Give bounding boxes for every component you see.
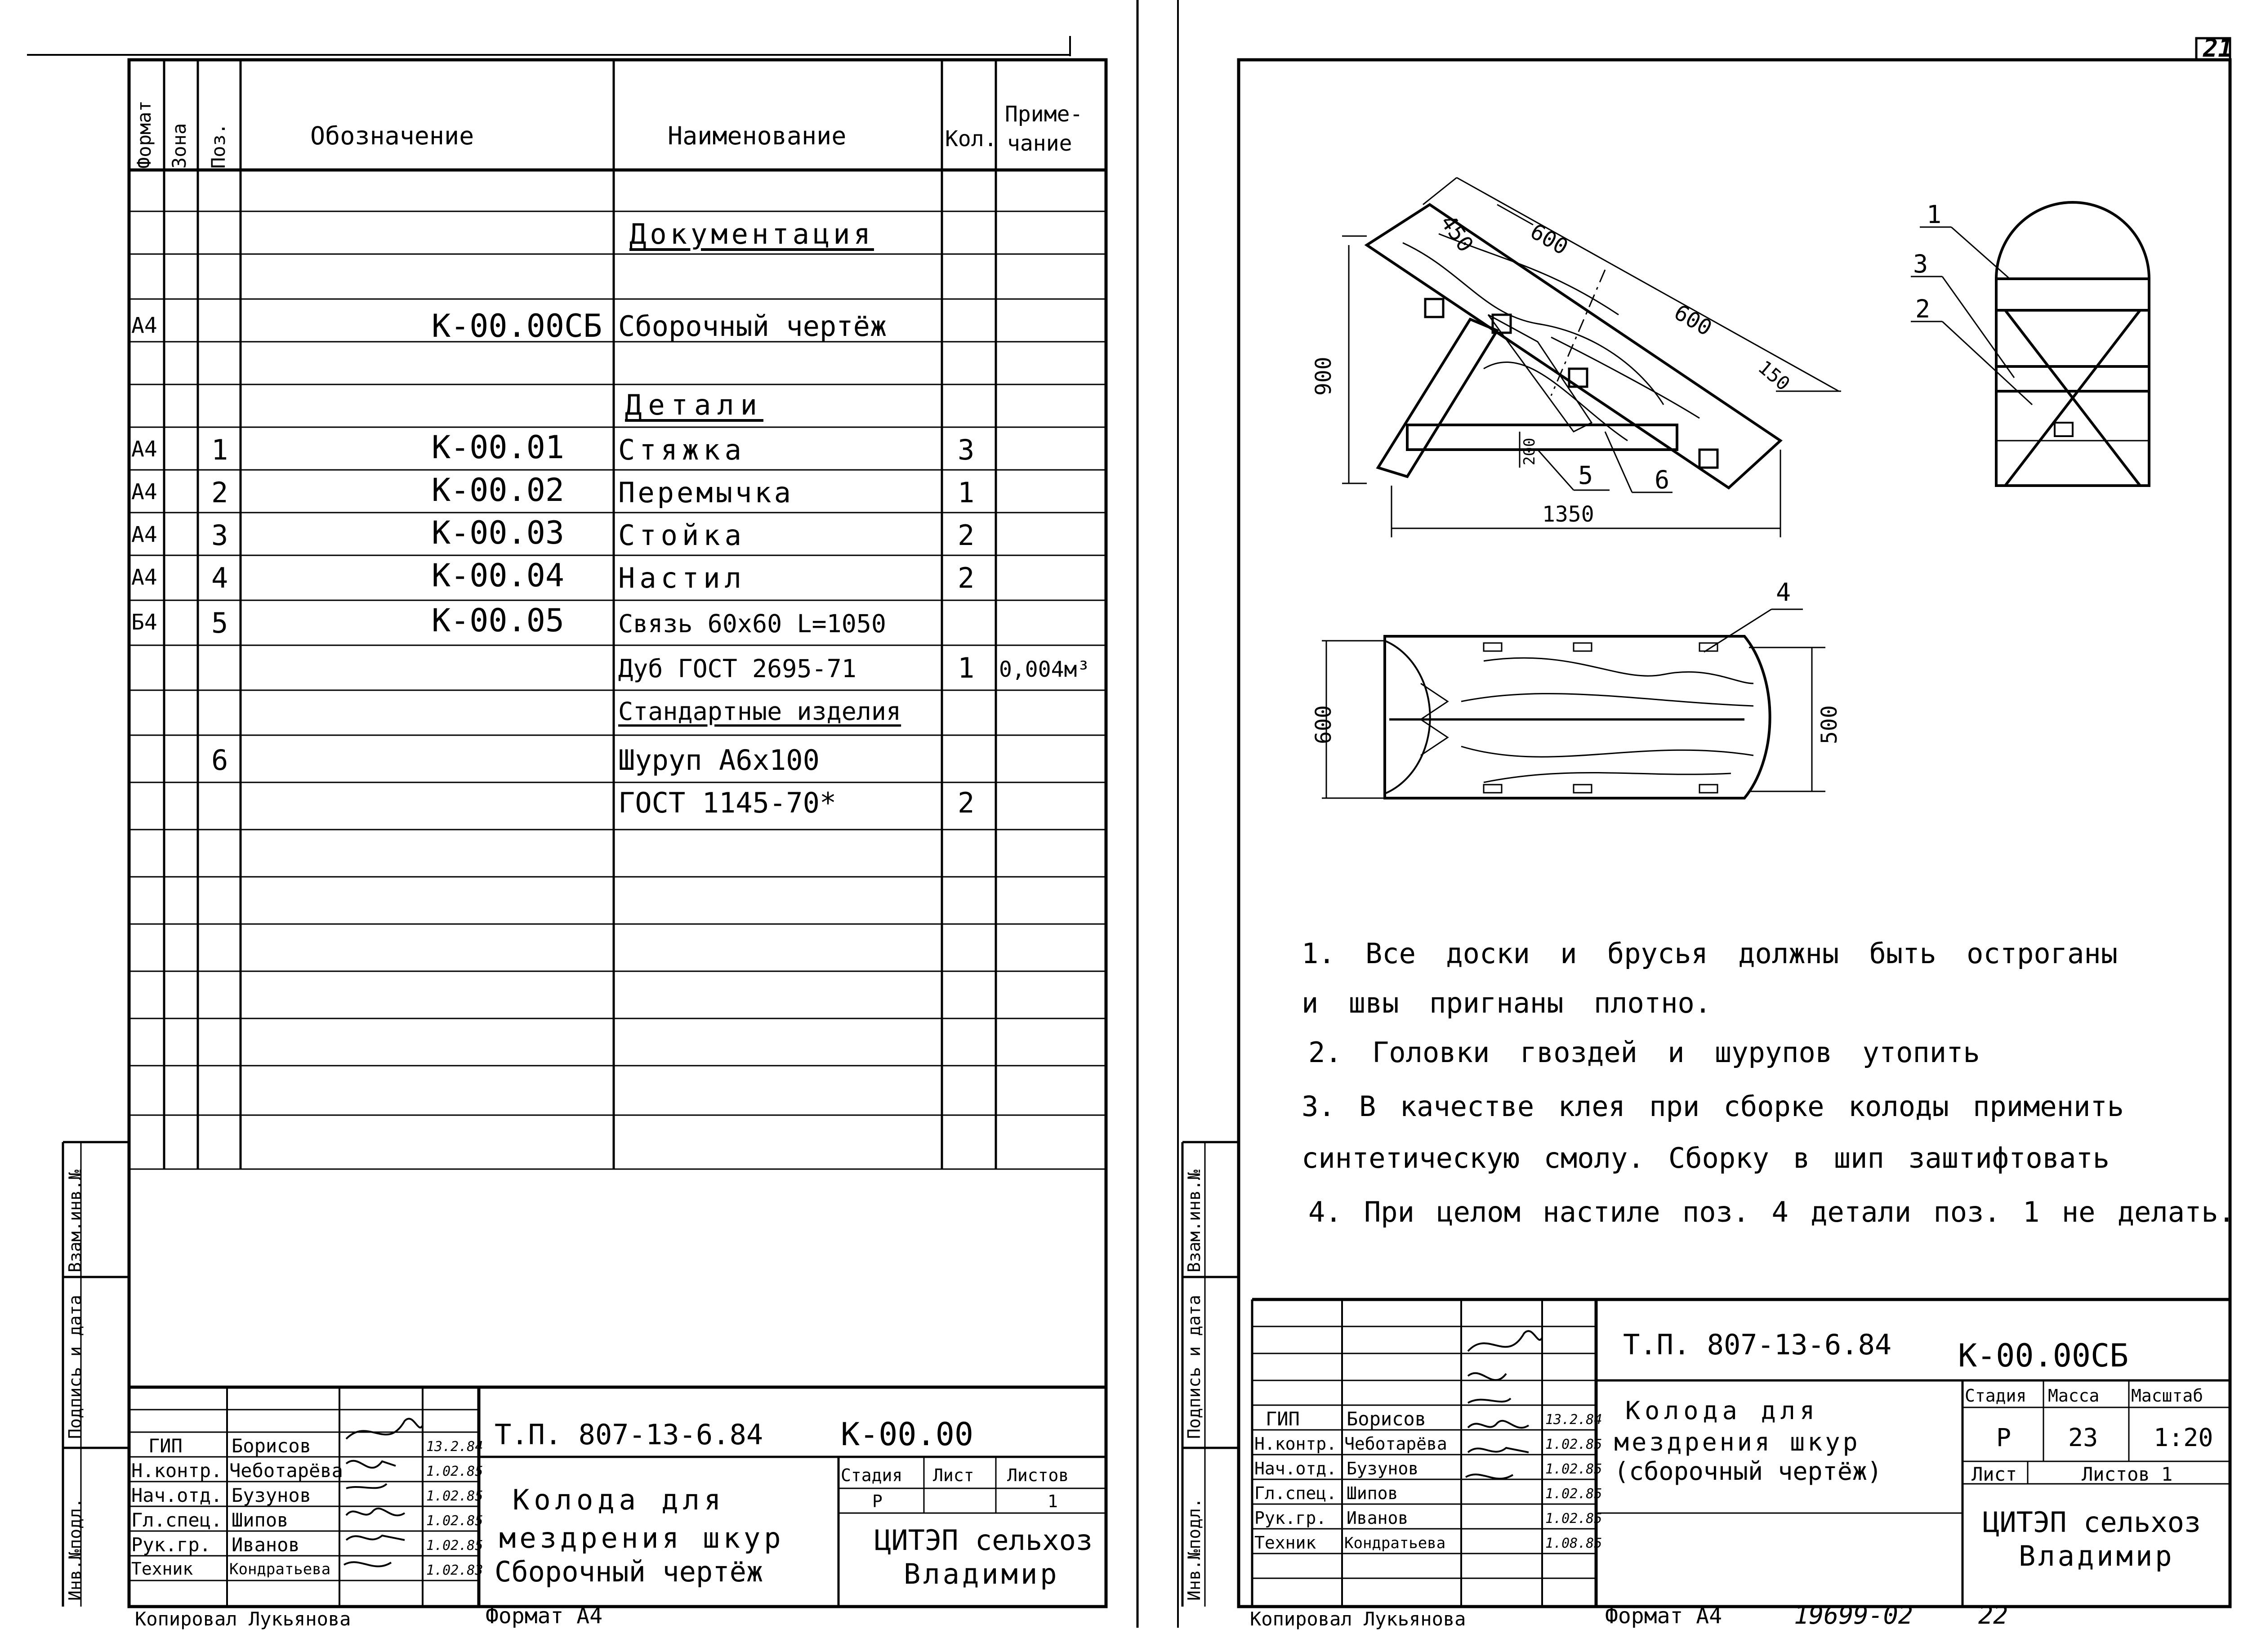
stamp-role: Техник <box>1254 1533 1316 1553</box>
stamp-date: 1.02.85 <box>426 1538 483 1554</box>
stamp-sheet-label: Лист <box>1971 1463 2017 1485</box>
note-line: 3. В качестве клея при сборке колоды применить <box>1302 1090 2124 1123</box>
row-designation: К-00.03 <box>432 514 565 551</box>
dim-450: 450 <box>1435 210 1479 257</box>
row-qty: 2 <box>958 519 975 552</box>
stamp-person: Бузунов <box>232 1484 312 1506</box>
row-qty: 3 <box>958 433 975 466</box>
dim-600: 600 <box>1526 219 1573 260</box>
stamp-sheets: 1 <box>1048 1491 1058 1511</box>
stamp-person: Шипов <box>232 1509 289 1531</box>
stamp-title: Колода для <box>1625 1396 1820 1425</box>
note-line: 4. При целом настиле поз. 4 детали поз. 1 не делать. <box>1308 1196 2235 1228</box>
header-designation: Обозначение <box>310 121 474 150</box>
stamp-org: Владимир <box>2019 1540 2175 1572</box>
stamp-date: 13.2.84 <box>426 1439 483 1455</box>
row-format: А4 <box>131 479 157 505</box>
row-note: 0,004м³ <box>999 657 1090 682</box>
stamp-role: ГИП <box>1266 1408 1300 1430</box>
stamp-sheets-label: Листов <box>1007 1465 1069 1485</box>
row-designation: К-00.00СБ <box>432 308 602 344</box>
row-name: Настил <box>618 562 746 594</box>
leader-label-5: 5 <box>1578 461 1593 490</box>
stamp-person: Чеботарёва <box>1344 1434 1447 1454</box>
stamp-person: Шипов <box>1347 1483 1398 1503</box>
dim-600-width: 600 <box>1311 705 1336 744</box>
stamp-sheets-label: Листов 1 <box>2082 1463 2173 1485</box>
row-pos: 6 <box>211 744 228 777</box>
stamp-role: Нач.отд. <box>131 1484 223 1506</box>
row-pos: 1 <box>211 433 228 466</box>
format-label: Формат А4 <box>486 1603 603 1629</box>
side-label-vzam: Взам.инв.№ <box>1184 1170 1204 1272</box>
stamp-code: Т.П. 807-13-6.84 <box>495 1418 763 1451</box>
header-qty: Кол. <box>945 126 997 152</box>
stamp-role: Нач.отд. <box>1254 1459 1337 1478</box>
row-format: А4 <box>131 313 157 338</box>
copied-by: Копировал Лукьянова <box>135 1608 351 1630</box>
note-line: и швы пригнаны плотно. <box>1302 987 1712 1019</box>
stamp-title: Сборочный чертёж <box>495 1555 763 1588</box>
header-pos: Поз. <box>207 123 229 169</box>
sheet-number: 21 <box>2203 34 2233 63</box>
stamp-person: Бузунов <box>1347 1459 1419 1478</box>
archive-number: 19699-02 <box>1794 1601 1913 1630</box>
format-label: Формат А4 <box>1605 1603 1722 1629</box>
stamp-title: мездрения шкур <box>1614 1428 1860 1456</box>
note-line: 2. Головки гвоздей и шурупов утопить <box>1308 1036 1980 1069</box>
side-label-inv-podl: Инв.№подл. <box>1184 1498 1204 1601</box>
stamp-person: Кондратьева <box>1344 1534 1446 1552</box>
stamp-person: Иванов <box>1347 1508 1409 1528</box>
row-pos: 2 <box>211 476 228 509</box>
stamp-role: Гл.спец. <box>131 1509 223 1531</box>
row-designation: К-00.02 <box>432 472 565 509</box>
row-name: ГОСТ 1145-70* <box>618 786 837 819</box>
dim-200: 200 <box>1521 438 1539 465</box>
leader-label-3: 3 <box>1913 250 1928 278</box>
stamp-date: 1.02.85 <box>426 1513 483 1529</box>
stamp-person: Чеботарёва <box>229 1460 343 1482</box>
dim-600: 600 <box>1670 299 1717 341</box>
row-name: Связь 60х60 L=1050 <box>618 609 887 638</box>
stamp-org: ЦИТЭП сельхоз <box>1983 1506 2201 1539</box>
stamp-title: (сборочный чертёж) <box>1614 1457 1882 1486</box>
stamp-date: 1.02.85 <box>1545 1486 1602 1502</box>
leader-label-1: 1 <box>1927 200 1942 229</box>
side-label-vzam: Взам.инв.№ <box>65 1170 85 1272</box>
stamp-role: ГИП <box>148 1435 183 1457</box>
stamp-title: мездрения шкур <box>499 1522 785 1554</box>
plan-view-drawing <box>1322 609 1825 798</box>
stamp-role: Техник <box>131 1559 193 1579</box>
end-view-drawing <box>1911 202 2149 486</box>
section-documentation: Документация <box>629 218 874 250</box>
stamp-mass-label: Масса <box>2048 1386 2100 1406</box>
stamp-date: 1.02.85 <box>1545 1461 1602 1477</box>
row-qty: 2 <box>958 562 975 594</box>
stamp-person: Борисов <box>232 1435 312 1457</box>
stamp-org: ЦИТЭП сельхоз <box>874 1524 1093 1557</box>
stamp-date: 1.08.85 <box>1545 1536 1602 1551</box>
stamp-date: 1.02.83 <box>426 1563 483 1578</box>
header-note-1: Приме- <box>1005 102 1083 127</box>
stamp-stage: Р <box>872 1491 883 1511</box>
row-name: Стяжка <box>618 433 746 466</box>
dim-1350: 1350 <box>1542 502 1594 527</box>
side-label-podpis: Подпись и дата <box>1184 1295 1204 1439</box>
stamp-stage-label: Стадия <box>1965 1386 2027 1406</box>
row-name: Перемычка <box>618 476 794 509</box>
section-details: Детали <box>625 388 763 421</box>
row-qty: 2 <box>958 786 975 819</box>
stamp-stage-label: Стадия <box>841 1465 903 1485</box>
leader-label-2: 2 <box>1915 295 1931 323</box>
stamp-doc: К-00.00 <box>841 1416 974 1453</box>
leader-label-6: 6 <box>1655 465 1670 494</box>
dim-500: 500 <box>1817 705 1842 744</box>
row-pos: 5 <box>211 607 228 639</box>
stamp-sheet-label: Лист <box>933 1465 974 1485</box>
stamp-stage: Р <box>1996 1423 2012 1452</box>
stamp-role: Рук.гр. <box>1254 1508 1327 1528</box>
stamp-person: Борисов <box>1347 1408 1427 1430</box>
stamp-person: Иванов <box>232 1534 300 1556</box>
row-name: Стойка <box>618 519 746 552</box>
note-line: синтетическую смолу. Сборку в шип заштифтовать <box>1302 1142 2110 1174</box>
row-designation: К-00.05 <box>432 602 565 639</box>
stamp-date: 1.02.85 <box>1545 1511 1602 1527</box>
row-designation: К-00.01 <box>432 429 565 466</box>
row-name: Дуб ГОСТ 2695-71 <box>618 654 856 683</box>
stamp-role: Н.контр. <box>1254 1434 1337 1454</box>
side-label-inv-podl: Инв.№подл. <box>65 1498 85 1601</box>
header-format: Формат <box>133 100 155 169</box>
stamp-date: 1.02.85 <box>426 1488 483 1504</box>
row-pos: 4 <box>211 562 228 594</box>
row-format: Б4 <box>131 610 157 635</box>
row-format: А4 <box>131 565 157 590</box>
dim-900: 900 <box>1311 357 1336 396</box>
stamp-scale-label: Масштаб <box>2131 1386 2203 1406</box>
row-name: Шуруп А6х100 <box>618 744 820 777</box>
row-name: Сборочный чертёж <box>618 310 887 343</box>
note-line: 1. Все доски и брусья должны быть остроганы <box>1302 937 2118 970</box>
stamp-doc: К-00.00СБ <box>1958 1337 2129 1374</box>
stamp-date: 1.02.85 <box>426 1464 483 1479</box>
row-pos: 3 <box>211 519 228 552</box>
row-format: А4 <box>131 522 157 547</box>
stamp-date: 1.02.85 <box>1545 1437 1602 1452</box>
side-label-podpis: Подпись и дата <box>65 1295 85 1439</box>
row-designation: К-00.04 <box>432 557 565 594</box>
stamp-code: Т.П. 807-13-6.84 <box>1623 1328 1892 1361</box>
section-standard-items: Стандартные изделия <box>618 697 901 726</box>
header-name: Наименование <box>668 121 847 150</box>
stamp-date: 13.2.84 <box>1545 1412 1602 1428</box>
stamp-role: Н.контр. <box>131 1460 223 1482</box>
stamp-person: Кондратьева <box>229 1560 331 1578</box>
stamp-mass: 23 <box>2068 1423 2098 1452</box>
stamp-role: Рук.гр. <box>131 1534 211 1556</box>
archive-page: 22 <box>1978 1601 2008 1630</box>
row-format: А4 <box>131 437 157 462</box>
row-qty: 1 <box>958 652 975 684</box>
dim-150: 150 <box>1754 356 1794 395</box>
stamp-org: Владимир <box>904 1558 1060 1590</box>
leader-label-4: 4 <box>1776 578 1791 607</box>
stamp-scale: 1:20 <box>2154 1423 2213 1452</box>
stamp-title: Колода для <box>513 1483 726 1516</box>
copied-by: Копировал Лукьянова <box>1250 1608 1466 1630</box>
row-qty: 1 <box>958 476 975 509</box>
stamp-role: Гл.спец. <box>1254 1483 1337 1503</box>
header-zone: Зона <box>168 123 190 169</box>
header-note-2: чание <box>1007 131 1072 156</box>
